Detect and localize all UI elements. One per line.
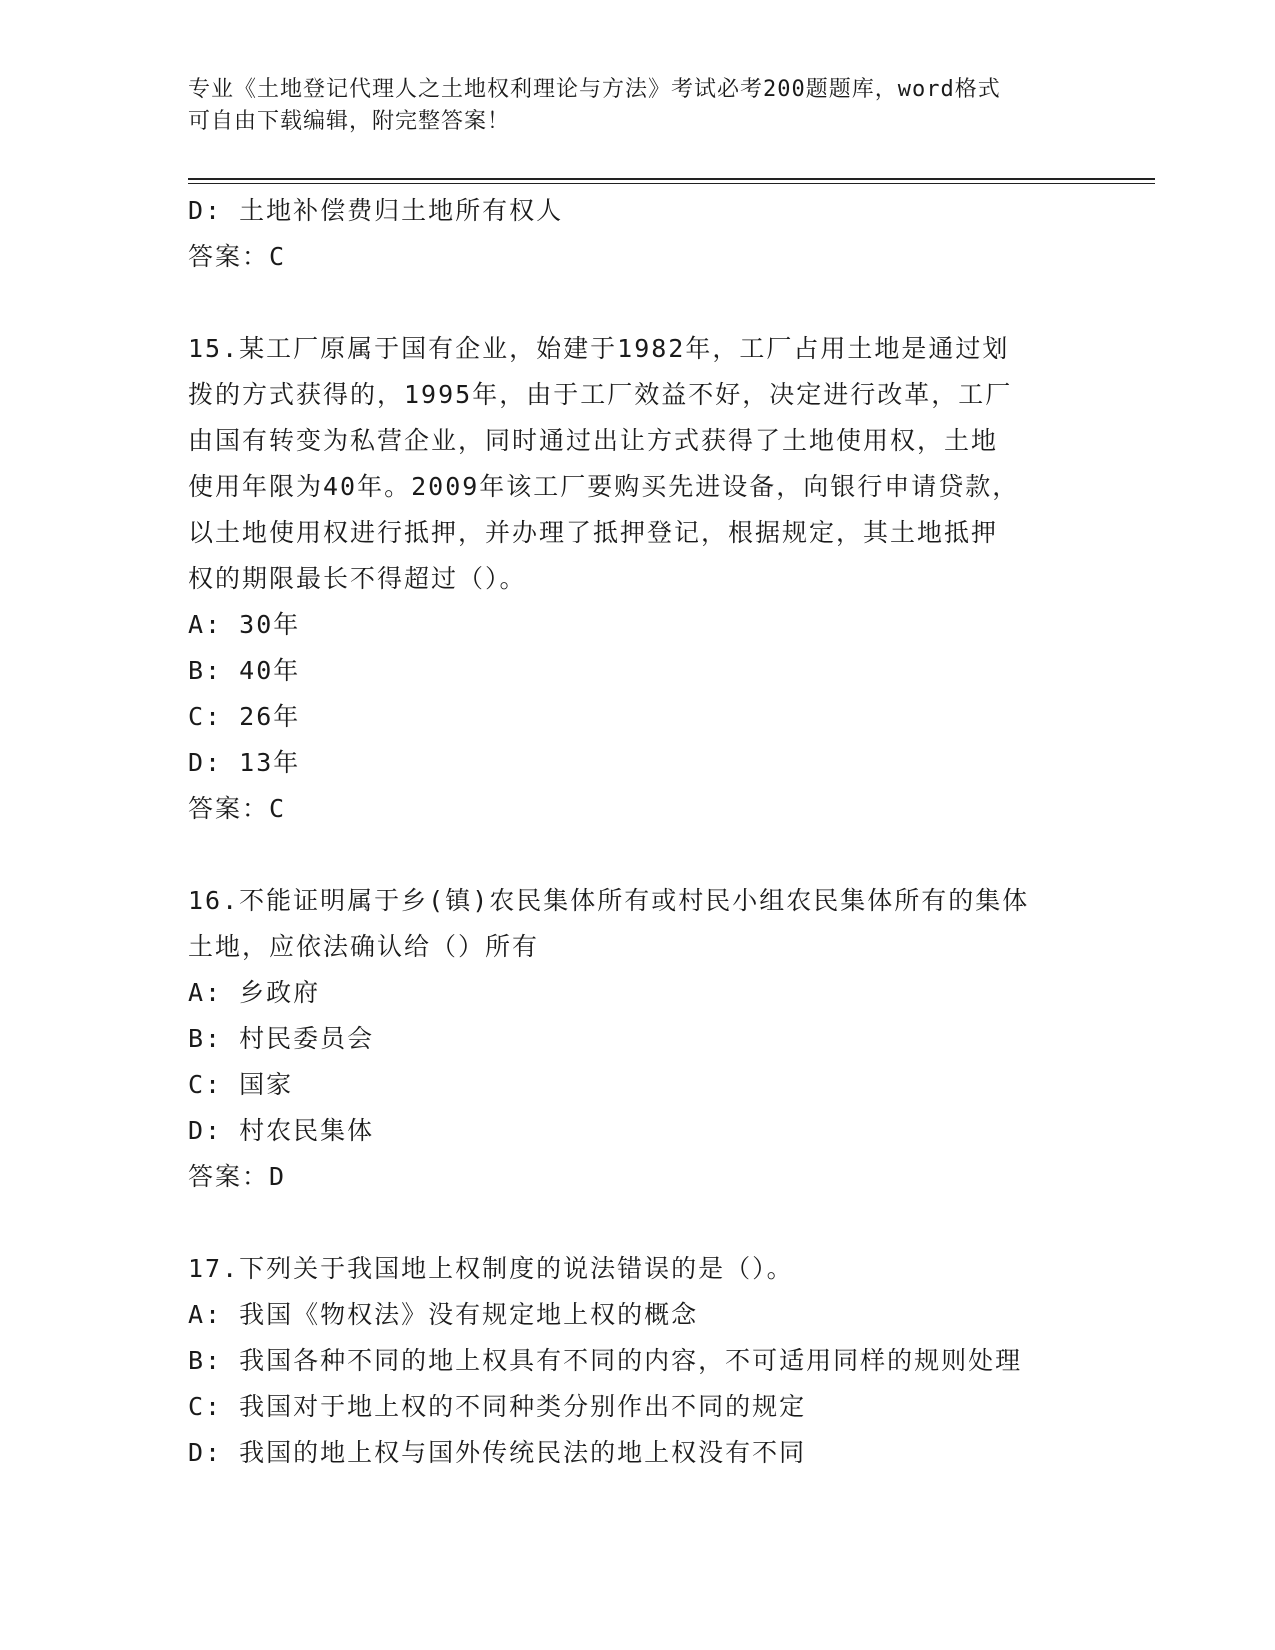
header-divider (188, 178, 1155, 180)
question-stem-line: 15.某工厂原属于国有企业，始建于1982年，工厂占用土地是通过划 (188, 334, 1010, 363)
question-stem-line: 17.下列关于我国地上权制度的说法错误的是（）。 (188, 1254, 794, 1283)
answer: 答案：D (188, 1162, 287, 1191)
option-d: D: 土地补偿费归土地所有权人 (188, 196, 564, 225)
document-body (188, 188, 1088, 1476)
option-c: C: 我国对于地上权的不同种类分别作出不同的规定 (188, 1392, 807, 1421)
option-d: D: 13年 (188, 748, 301, 777)
option-a: A: 30年 (188, 610, 301, 639)
header-divider-thin (188, 183, 1155, 184)
question-stem-line: 由国有转变为私营企业，同时通过出让方式获得了土地使用权，土地 (188, 426, 999, 455)
question-stem-line: 使用年限为40年。2009年该工厂要购买先进设备，向银行申请贷款， (188, 472, 1020, 501)
option-c: C: 国家 (188, 1070, 294, 1099)
question-stem-line: 权的期限最长不得超过（）。 (188, 564, 527, 593)
header-line-2: 可自由下载编辑，附完整答案！ (188, 109, 511, 134)
option-a: A: 乡政府 (188, 978, 321, 1007)
answer: 答案：C (188, 242, 287, 271)
option-d: D: 村农民集体 (188, 1116, 375, 1145)
question-stem-line: 以土地使用权进行抵押，并办理了抵押登记，根据规定，其土地抵押 (188, 518, 999, 547)
option-b: B: 村民委员会 (188, 1024, 375, 1053)
question-stem-line: 16.不能证明属于乡(镇)农民集体所有或村民小组农民集体所有的集体 (188, 886, 1030, 915)
answer: 答案：C (188, 794, 287, 823)
question-17 (188, 1246, 1088, 1476)
question-15 (188, 326, 1088, 832)
option-c: C: 26年 (188, 702, 301, 731)
question-16 (188, 878, 1088, 1200)
header-line-1: 专业《土地登记代理人之土地权利理论与方法》考试必考200题题库，word格式 (188, 77, 1001, 102)
option-b: B: 我国各种不同的地上权具有不同的内容，不可适用同样的规则处理 (188, 1346, 1023, 1375)
option-d: D: 我国的地上权与国外传统民法的地上权没有不同 (188, 1438, 807, 1467)
option-b: B: 40年 (188, 656, 301, 685)
question-stem-line: 拨的方式获得的，1995年，由于工厂效益不好，决定进行改革，工厂 (188, 380, 1013, 409)
question-stem-line: 土地，应依法确认给（）所有 (188, 932, 540, 961)
question-14-tail (188, 188, 1088, 280)
document-header (188, 74, 1088, 138)
option-a: A: 我国《物权法》没有规定地上权的概念 (188, 1300, 699, 1329)
